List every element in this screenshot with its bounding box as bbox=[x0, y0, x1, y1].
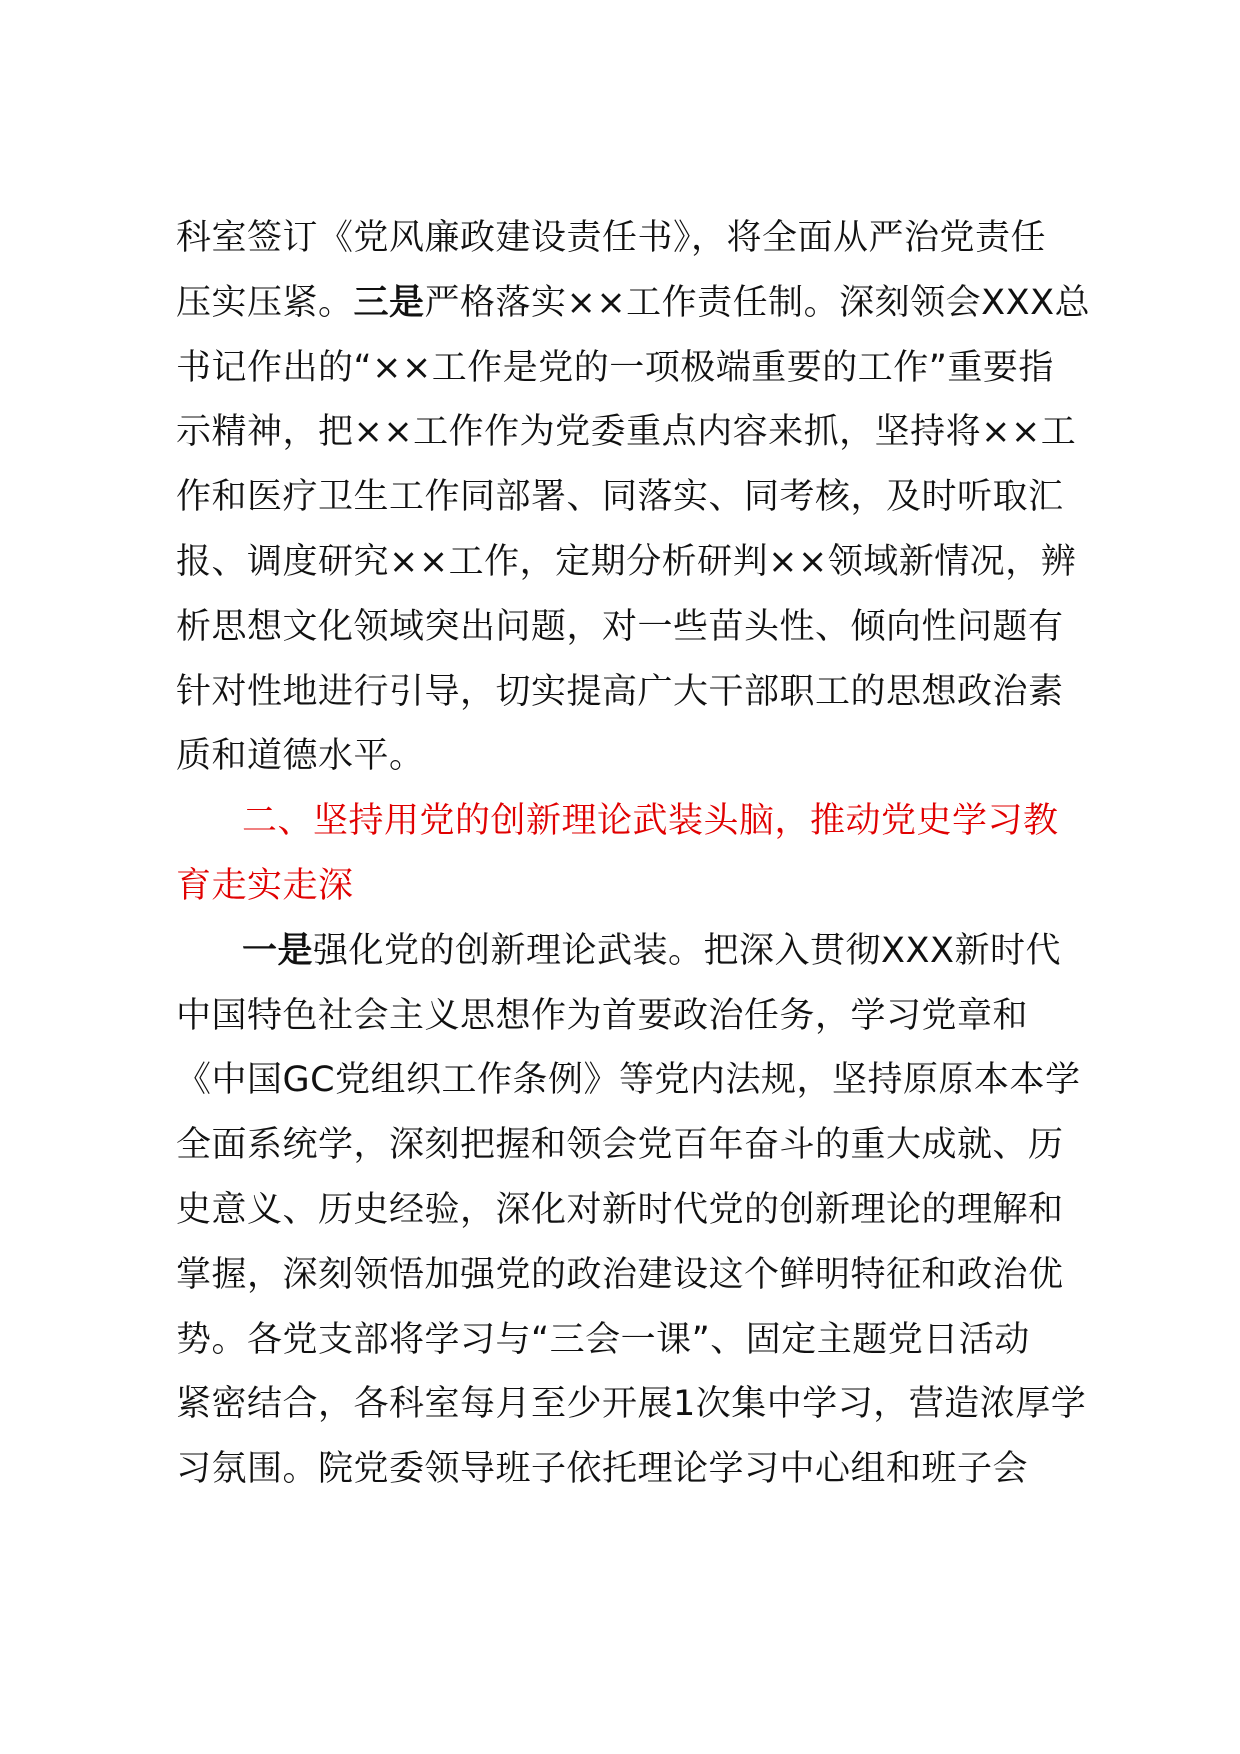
body-line: 全面系统学，深刻把握和领会党百年奋斗的重大成就、历 bbox=[176, 1125, 1064, 1166]
bold-lead-text: 一是 bbox=[242, 930, 314, 971]
body-line: 示精神，把××工作作为党委重点内容来抓，坚持将××工 bbox=[176, 412, 1077, 453]
body-line: 中国特色社会主义思想作为首要政治任务，学习党章和 bbox=[176, 995, 1029, 1036]
body-text: 压实压紧。 bbox=[176, 282, 354, 323]
body-text: 严格落实××工作责任制。深刻领会XXX总 bbox=[424, 282, 1091, 323]
body-line: 科室签订《党风廉政建设责任书》，将全面从严治党责任 bbox=[176, 218, 1047, 258]
document-body bbox=[176, 206, 1112, 1502]
body-line bbox=[176, 919, 1112, 984]
body-line: 析思想文化领域突出问题，对一些苗头性、倾向性问题有 bbox=[176, 606, 1064, 647]
body-line: 作和医疗卫生工作同部署、同落实、同考核，及时听取汇 bbox=[176, 477, 1064, 518]
body-line: 针对性地进行引导，切实提高广大干部职工的思想政治素 bbox=[176, 671, 1064, 712]
body-line: 质和道德水平。 bbox=[176, 736, 425, 777]
body-line: 史意义、历史经验，深化对新时代党的创新理论的理解和 bbox=[176, 1189, 1064, 1230]
bold-lead-text: 三是 bbox=[353, 282, 425, 323]
body-line: 紧密结合，各科室每月至少开展1次集中学习，营造浓厚学 bbox=[176, 1384, 1087, 1425]
body-line: 势。各党支部将学习与“三会一课”、固定主题党日活动 bbox=[176, 1319, 1030, 1360]
body-line: 报、调度研究××工作，定期分析研判××领域新情况，辨 bbox=[176, 541, 1077, 582]
body-text: 强化党的创新理论武装。把深入贯彻XXX新时代 bbox=[313, 930, 1061, 971]
body-line: 《中国GC党组织工作条例》等党内法规，坚持原原本本学 bbox=[176, 1060, 1081, 1101]
section-heading-line: 二、坚持用党的创新理论武装头脑，推动党史学习教 bbox=[242, 801, 1059, 842]
body-line: 书记作出的“××工作是党的一项极端重要的工作”重要指 bbox=[176, 347, 1054, 388]
body-line: 习氛围。院党委领导班子依托理论学习中心组和班子会 bbox=[176, 1449, 1029, 1490]
body-line: 掌握，深刻领悟加强党的政治建设这个鲜明特征和政治优 bbox=[176, 1254, 1064, 1295]
body-line bbox=[176, 271, 1112, 336]
section-heading-line: 育走实走深 bbox=[176, 865, 354, 906]
